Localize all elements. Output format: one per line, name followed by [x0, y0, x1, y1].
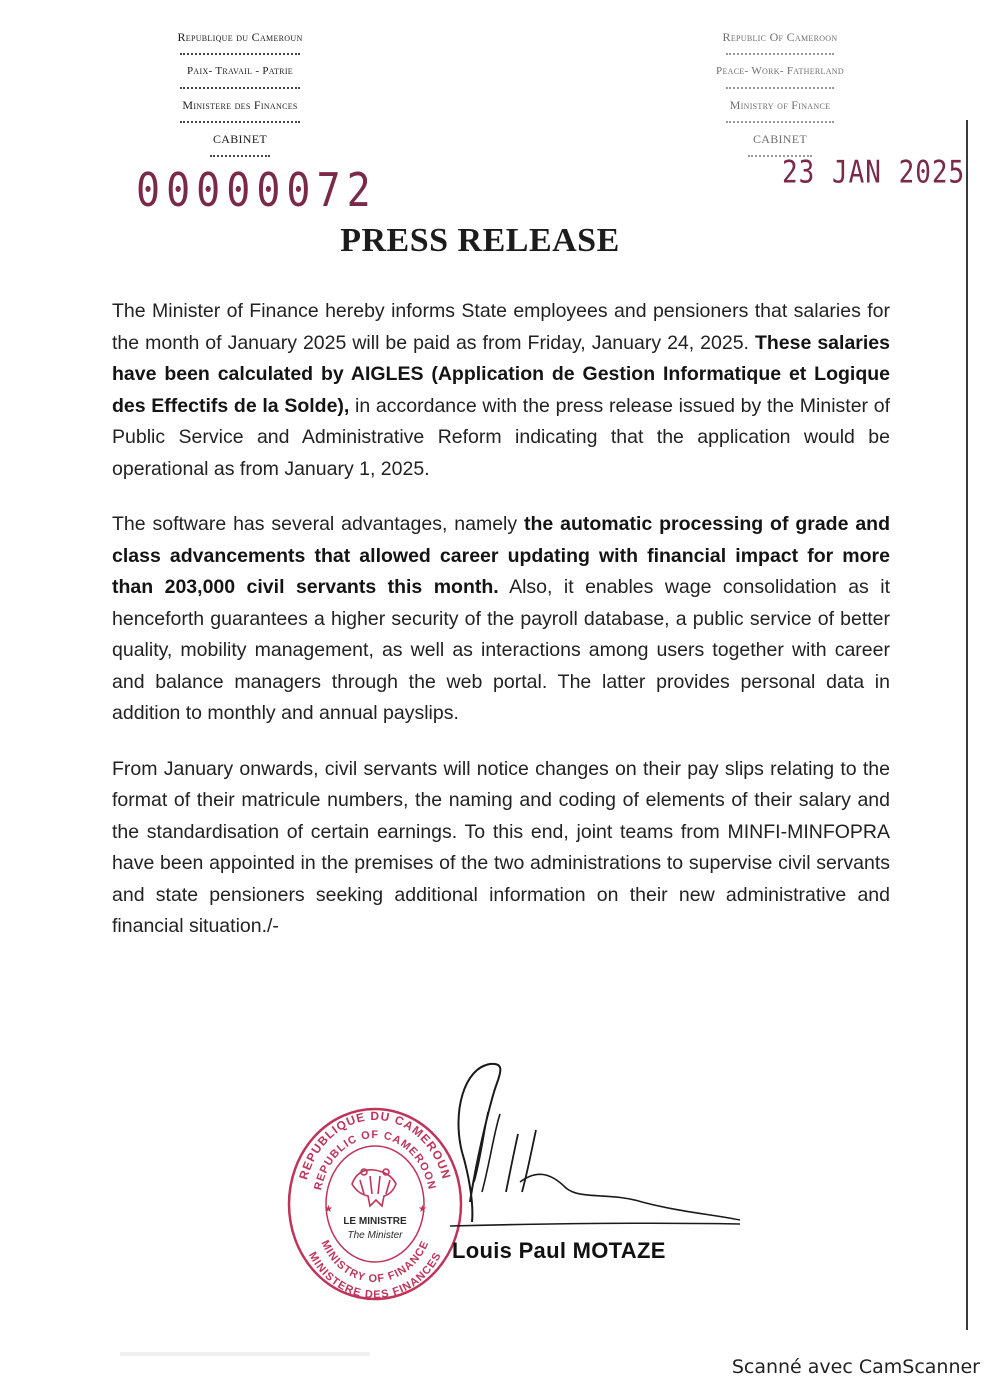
scan-edge-line [966, 120, 968, 1330]
header-divider [210, 147, 270, 157]
paragraph-1-bold: These salaries have been calculated by AIGLES (Application de Gestion Informatique et Logique des Effectifs de la Solde), [112, 331, 890, 417]
header-right-republic: Republic Of Cameroon [722, 30, 838, 44]
header-left [140, 30, 340, 166]
header-divider [726, 113, 834, 123]
paragraph-1 [112, 296, 890, 485]
header-left-ministry: Ministere des Finances [182, 98, 298, 112]
registration-number-stamp: 00000072 [136, 164, 377, 218]
date-stamp: 23 JAN 2025 [782, 155, 966, 191]
seal-outer-bottom-text: MINISTERE DES FINANCES [305, 1250, 445, 1302]
page-title: PRESS RELEASE [340, 222, 620, 259]
handwritten-signature [410, 1052, 770, 1252]
scan-smudge [120, 1352, 370, 1356]
header-right [690, 30, 870, 166]
seal-outer-top-text: REPUBLIQUE DU CAMEROUN [296, 1109, 454, 1182]
seal-inner-bottom-text: MINISTRY OF FINANCE [318, 1238, 432, 1286]
seal-center-fr: LE MINISTRE [343, 1216, 407, 1227]
header-divider [180, 113, 300, 123]
header-divider [726, 45, 834, 55]
header-left-republic: Republique du Cameroun [177, 30, 303, 44]
seal-emblem [352, 1169, 396, 1206]
header-left-motto: Paix- Travail - Patrie [187, 65, 293, 77]
paragraph-1-text-a: The Minister of Finance hereby informs State employees and pensioners that salaries for the month of January 2025 will be paid as from Friday, January 24, 2025. [112, 300, 890, 354]
header-right-office: CABINET [752, 132, 808, 146]
paragraph-2-text-b: Also, it enables wage consolidation as it henceforth guarantees a higher security of the payroll database, a public service of better quality, mobility management, as well as interactions among users together with career and balance managers through the web portal. The latter provides personal data in addition to monthly and annual payslips. [112, 576, 890, 724]
header-divider [180, 45, 300, 55]
header-divider [726, 79, 834, 89]
signatory-name: Louis Paul MOTAZE [452, 1238, 666, 1263]
seal-star-right: ★ [418, 1204, 427, 1215]
paragraph-1-text-b: in accordance with the press release issued by the Minister of Public Service and Administrative Reform indicating that the application would be operational as from January 1, 2025. [112, 394, 890, 480]
document-body [112, 296, 890, 967]
paragraph-2-text-a: The software has several advantages, namely [112, 513, 525, 535]
paragraph-3 [112, 754, 890, 943]
paragraph-3-text: From January onwards, civil servants will notice changes on their pay slips relating to the format of their matricule numbers, the naming and coding of elements of their salary and the standardisation of certain earnings. To this end, joint teams from MINFI-MINFOPRA have been appointed in the premises of the two administrations to supervise civil servants and state pensioners seeking additional information on their new administrative and financial situation./- [112, 757, 890, 937]
paragraph-2 [112, 509, 890, 730]
header-divider [180, 79, 300, 89]
seal-star-left: ★ [324, 1204, 333, 1215]
seal-center-en: The Minister [347, 1230, 403, 1241]
scanner-watermark: Scanné avec CamScanner [731, 1356, 980, 1378]
seal-inner-top-text: REPUBLIC OF CAMEROON [312, 1129, 438, 1192]
header-right-ministry: Ministry of Finance [729, 98, 831, 112]
paragraph-2-bold: the automatic processing of grade and class advancements that allowed career updating with financial impact for more than 203,000 civil servants this month. [112, 513, 890, 598]
header-left-office: CABINET [212, 132, 268, 146]
header-right-motto: Peace- Work- Fatherland [716, 65, 844, 77]
